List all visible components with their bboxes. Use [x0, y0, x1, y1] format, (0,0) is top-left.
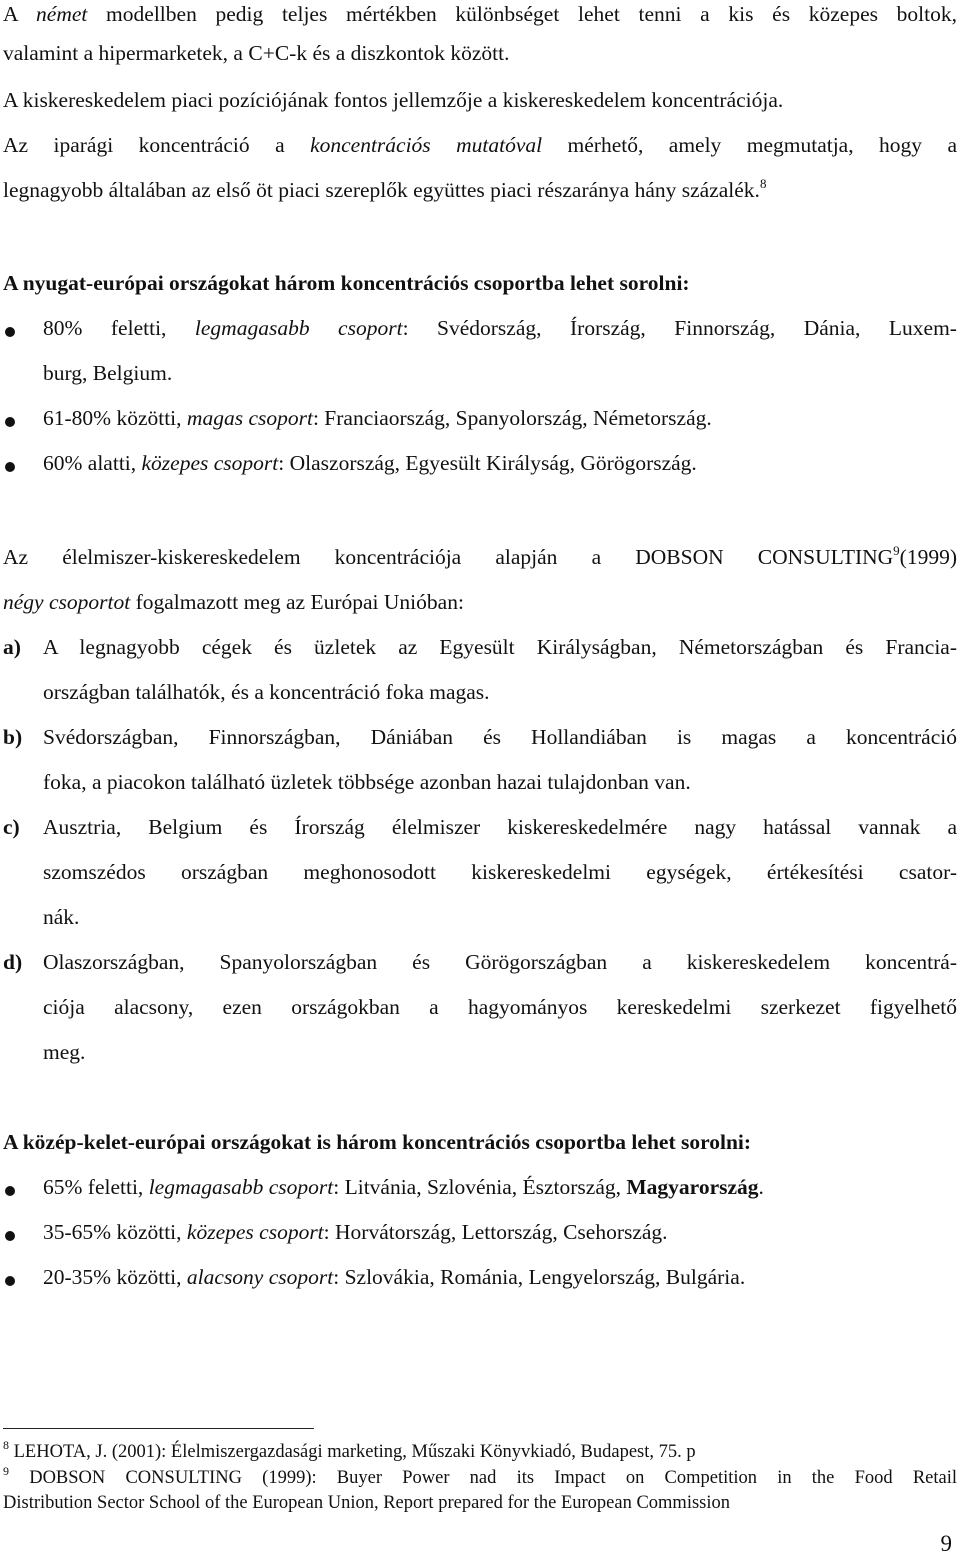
intro-line-2: valamint a hipermarketek, a C+C-k és a diszkontok között.	[3, 41, 510, 65]
bullet-icon	[5, 1231, 15, 1241]
west-bullet-1-cont: burg, Belgium.	[43, 361, 173, 385]
item-label-c: c)	[3, 815, 20, 839]
item-d-line-2: ciója alacsony, ezen országokban a hagyományos kereskedelmi szerkezet figyelhető	[43, 995, 957, 1019]
west-heading: A nyugat-európai országokat három koncentrációs csoportba lehet sorolni:	[3, 271, 690, 295]
item-a-line-2: országban találhatók, és a koncentráció foka magas.	[43, 680, 490, 704]
west-bullet-2: 61-80% közötti, magas csoport: Franciaország, Spanyolország, Németország.	[43, 406, 712, 430]
item-c-line-2: szomszédos országban meghonosodott kiskereskedelmi egységek, értékesítési csator-	[43, 860, 957, 884]
east-heading: A közép-kelet-európai országokat is három koncentrációs csoportba lehet sorolni:	[3, 1130, 752, 1154]
item-label-a: a)	[3, 635, 21, 659]
bullet-icon	[5, 327, 15, 337]
footnote-separator	[3, 1428, 314, 1429]
item-b-line-2: foka, a piacokon található üzletek többsége azonban hazai tulajdonban van.	[43, 770, 691, 794]
intro-line-4: Az iparági koncentráció a koncentrációs mutatóval mérhető, amely megmutatja, hogy a	[3, 133, 958, 157]
intro-line-1: A német modellben pedig teljes mértékben különbséget lehet tenni a kis és közepes boltok,	[3, 2, 957, 26]
footnote-9-cont: Distribution Sector School of the European Union, Report prepared for the European Commission	[3, 1493, 731, 1513]
item-label-d: d)	[3, 950, 23, 974]
east-bullet-2: 35-65% közötti, közepes csoport: Horvátország, Lettország, Csehország.	[43, 1220, 668, 1244]
bullet-icon	[5, 462, 15, 472]
page-number: 9	[940, 1531, 952, 1556]
intro-line-5: legnagyobb általában az első öt piaci szereplők együttes piaci részaránya hány százalék.$^8$	[3, 176, 767, 202]
bullet-icon	[5, 1186, 15, 1196]
item-a-line-1: A legnagyobb cégek és üzletek az Egyesült Királyságban, Németországban és Francia-	[43, 635, 957, 659]
intro-line-3: A kiskereskedelem piaci pozíciójának fontos jellemzője a kiskereskedelem koncentrációja.	[3, 88, 784, 112]
item-c-line-1: Ausztria, Belgium és Írország élelmiszer kiskereskedelmére nagy hatással vannak a	[43, 815, 957, 839]
item-b-line-1: Svédországban, Finnországban, Dániában és Hollandiában is magas a koncentráció	[43, 725, 957, 749]
dobson-line-1: Az élelmiszer-kiskereskedelem koncentrációja alapján a DOBSON CONSULTING$^9$(1999)	[3, 543, 957, 569]
item-label-b: b)	[3, 725, 23, 749]
bullet-icon	[5, 1276, 15, 1286]
item-d-line-3: meg.	[43, 1040, 86, 1064]
dobson-line-2: négy csoportot fogalmazott meg az Európai Unióban:	[3, 590, 464, 614]
footnote-ref-9: 9	[893, 543, 900, 558]
footnote-9: $^9$ DOBSON CONSULTING (1999): Buyer Power nad its Impact on Competition in the Food Retail	[3, 1464, 957, 1488]
west-bullet-1: 80% feletti, legmagasabb csoport: Svédország, Írország, Finnország, Dánia, Luxem-	[43, 316, 957, 340]
west-bullet-3: 60% alatti, közepes csoport: Olaszország, Egyesült Királyság, Görögország.	[43, 451, 697, 475]
east-bullet-1: 65% feletti, legmagasabb csoport: Litvánia, Szlovénia, Észtország, Magyarország.	[43, 1175, 764, 1199]
footnote-8: $^8$ LEHOTA, J. (2001): Élelmiszergazdasági marketing, Műszaki Könyvkiadó, Budapest, 75. p	[3, 1438, 696, 1462]
east-bullet-3: 20-35% közötti, alacsony csoport: Szlovákia, Románia, Lengyelország, Bulgária.	[43, 1265, 746, 1289]
item-c-line-3: nák.	[43, 905, 80, 929]
bullet-icon	[5, 417, 15, 427]
footnote-ref-8: 8	[759, 176, 767, 191]
item-d-line-1: Olaszországban, Spanyolországban és Görögországban a kiskereskedelem koncentrá-	[43, 950, 957, 974]
